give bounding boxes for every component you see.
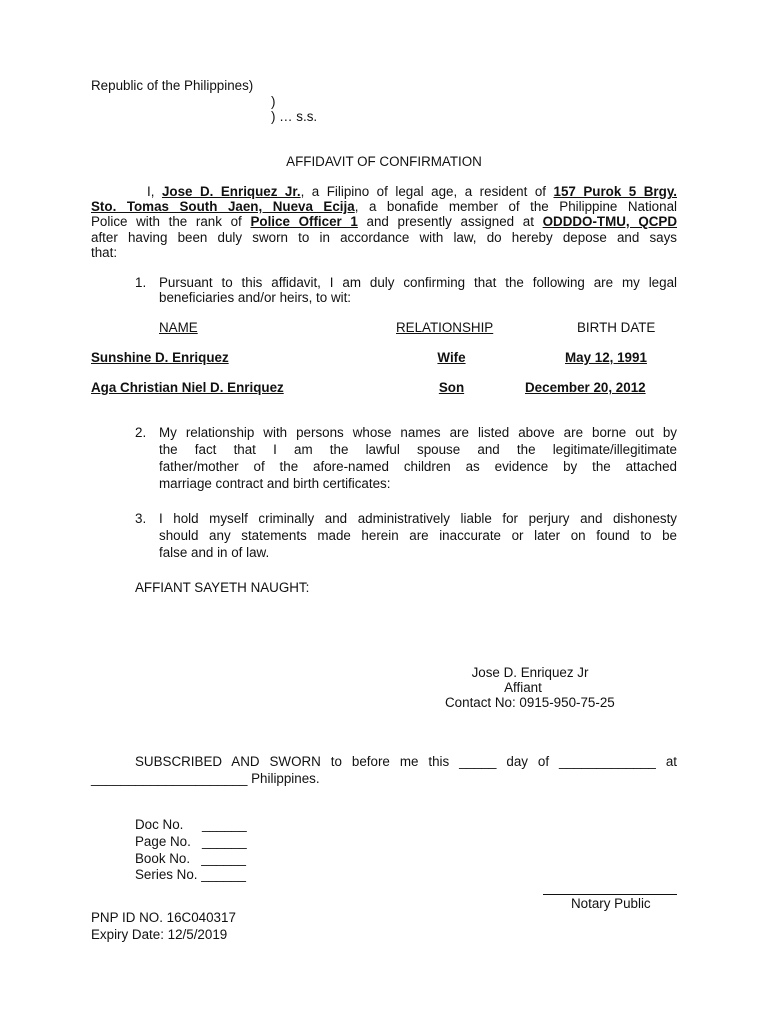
beneficiary-relationship: Wife [437, 350, 466, 365]
venue-ss: ) … s.s. [271, 109, 318, 124]
series-no: Series No. ______ [135, 867, 246, 882]
intro-line-1: I, Jose D. Enriquez Jr., a Filipino of legal age, a resident of 157 Purok 5 Brgy. [147, 184, 677, 199]
address-part2: Sto. Tomas South Jaen, Nueva Ecija [91, 199, 355, 214]
affiant-name: Jose D. Enriquez Jr. [161, 184, 301, 199]
address-part1: 157 Purok 5 Brgy. [553, 184, 677, 199]
item3-number: 3. [135, 511, 147, 526]
jurat-line-2: _____________________ Philippines. [91, 771, 320, 786]
intro-line-4: after having been duly sworn to in accordance with law, do hereby depose and says [91, 230, 677, 245]
jurat-line-1: SUBSCRIBED AND SWORN to before me this _____ day of _____________ at [135, 754, 677, 769]
beneficiary-name: Aga Christian Niel D. Enriquez [91, 380, 284, 395]
header-relationship: RELATIONSHIP [396, 320, 494, 335]
signature-contact: Contact No: 0915-950-75-25 [445, 695, 615, 710]
rank: Police Officer 1 [250, 214, 358, 229]
item2-line-2: the fact that I am the lawful spouse and the legitimate/illegitimate [159, 442, 677, 457]
item3-line-3: false and in of law. [159, 545, 270, 560]
book-no: Book No. ______ [135, 851, 246, 866]
item2-line-3: father/mother of the afore-named children as evidence by the attached [159, 459, 677, 474]
item2-line-1: My relationship with persons whose names are listed above are borne out by [159, 425, 677, 440]
expiry-date: Expiry Date: 12/5/2019 [91, 927, 228, 942]
signature-name: Jose D. Enriquez Jr [471, 665, 589, 680]
venue-bracket: ) [271, 94, 276, 109]
page-no: Page No. ______ [135, 834, 247, 849]
intro-line-5: that: [91, 245, 118, 260]
notary-signature-line [543, 894, 677, 895]
signature-role: Affiant [504, 680, 542, 695]
beneficiary-name: Sunshine D. Enriquez [91, 350, 229, 365]
item2-number: 2. [135, 425, 147, 440]
pnp-id: PNP ID NO. 16C040317 [91, 910, 236, 925]
item3-line-1: I hold myself criminally and administratively liable for perjury and dishonesty [159, 511, 677, 526]
item1-line-2: beneficiaries and/or heirs, to wit: [159, 290, 352, 305]
beneficiary-relationship: Son [438, 380, 465, 395]
venue-republic: Republic of the Philippines) [91, 78, 254, 93]
item1-number: 1. [135, 275, 147, 290]
header-name: NAME [159, 320, 198, 335]
header-birth-date: BIRTH DATE [577, 320, 656, 335]
intro-line-3: Police with the rank of Police Officer 1 and presently assigned at ODDDO-TMU, QCPD [91, 214, 678, 229]
item1-line-1: Pursuant to this affidavit, I am duly confirming that the following are my legal [159, 275, 677, 290]
doc-no: Doc No. ______ [135, 817, 247, 832]
closing-statement: AFFIANT SAYETH NAUGHT: [135, 580, 310, 595]
beneficiary-birth-date: December 20, 2012 [525, 380, 646, 395]
item3-line-2: should any statements made herein are inaccurate or later on found to be [159, 528, 677, 543]
assignment: ODDDO-TMU, QCPD [542, 214, 678, 229]
item2-line-4: marriage contract and birth certificates: [159, 476, 391, 491]
document-title: AFFIDAVIT OF CONFIRMATION [286, 154, 482, 169]
beneficiary-birth-date: May 12, 1991 [565, 350, 647, 365]
intro-line-2: Sto. Tomas South Jaen, Nueva Ecija, a bonafide member of the Philippine National [91, 199, 677, 214]
notary-label: Notary Public [571, 896, 651, 911]
